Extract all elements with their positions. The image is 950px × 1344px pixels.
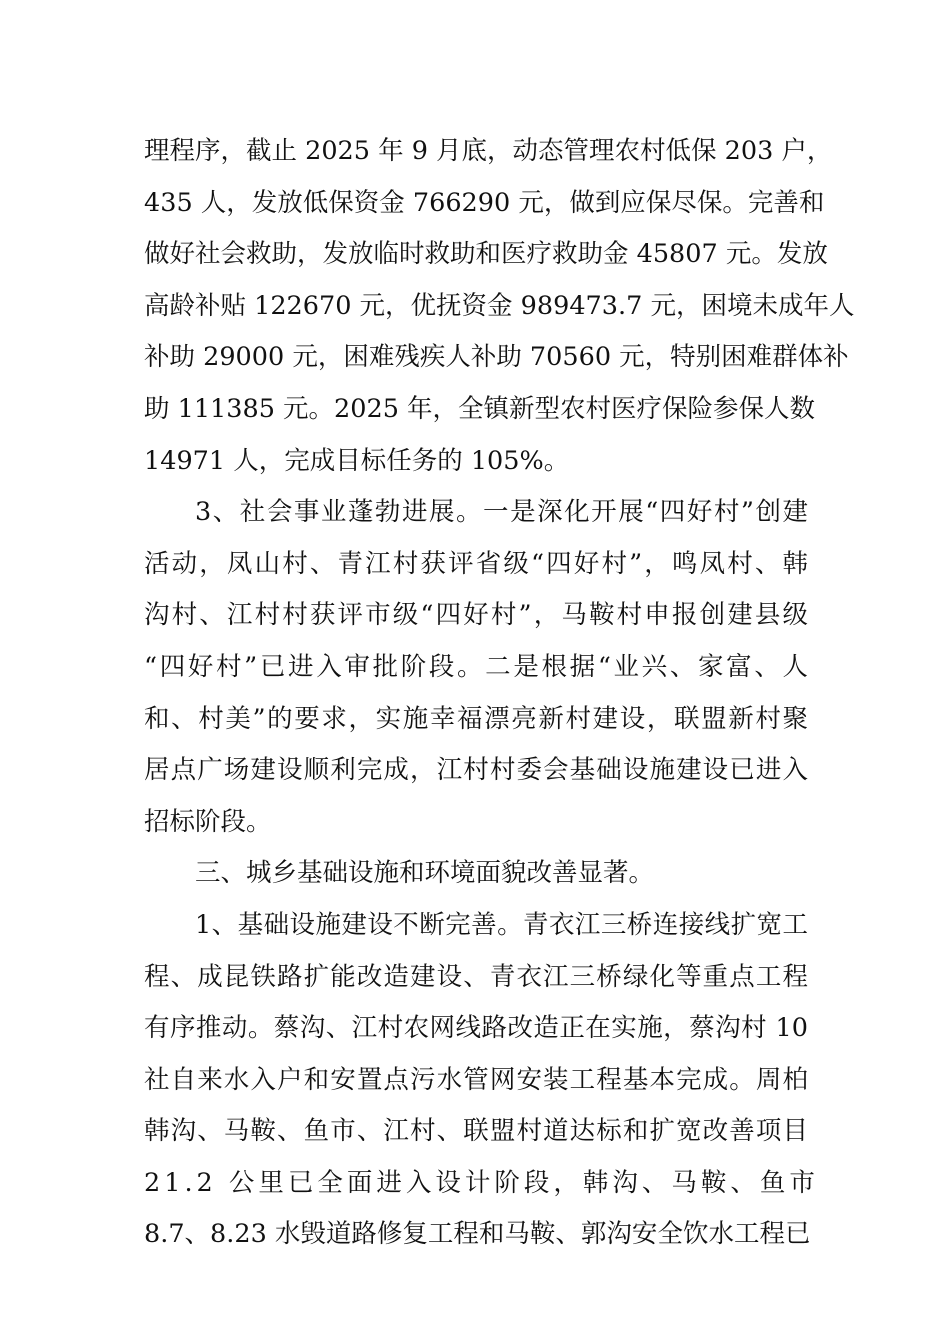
text-line: “四好村”已进入审批阶段。二是根据“业兴、家富、人 bbox=[144, 651, 808, 682]
text-line: 程、成昆铁路扩能改造建设、青衣江三桥绿化等重点工程 bbox=[144, 961, 808, 992]
text-line: 高龄补贴 122670 元，优抚资金 989473.7 元，困境未成年人 bbox=[144, 290, 855, 321]
text-line: 韩沟、马鞍、鱼市、江村、联盟村道达标和扩宽改善项目 bbox=[144, 1116, 808, 1147]
text-line: 14971 人，完成目标任务的 105%。 bbox=[144, 445, 570, 476]
document-body bbox=[144, 126, 855, 1261]
text-line: 和、村美”的要求，实施幸福漂亮新村建设，联盟新村聚 bbox=[144, 703, 808, 734]
text-line: 理程序，截止 2025 年 9 月底，动态管理农村低保 203 户， bbox=[144, 136, 833, 166]
paragraph-start-line: 1、基础设施建设不断完善。青衣江三桥连接线扩宽工 bbox=[195, 909, 808, 940]
text-line: 居点广场建设顺利完成，江村村委会基础设施建设已进入 bbox=[144, 755, 808, 786]
text-line: 活动，凤山村、青江村获评省级“四好村”，鸣凤村、韩 bbox=[144, 548, 808, 579]
text-line: 有序推动。蔡沟、江村农网线路改造正在实施，蔡沟村 10 bbox=[144, 1013, 808, 1044]
text-line: 8.7、8.23 水毁道路修复工程和马鞍、郭沟安全饮水工程已 bbox=[144, 1219, 811, 1250]
text-line: 21.2 公里已全面进入设计阶段，韩沟、马鞍、鱼市 bbox=[144, 1167, 819, 1198]
text-line: 助 111385 元。2025 年，全镇新型农村医疗保险参保人数 bbox=[144, 393, 816, 424]
text-line: 社自来水入户和安置点污水管网安装工程基本完成。周柏 bbox=[144, 1064, 808, 1095]
text-line: 435 人，发放低保资金 766290 元，做到应保尽保。完善和 bbox=[144, 187, 825, 218]
text-line: 补助 29000 元，困难残疾人补助 70560 元，特别困难群体补 bbox=[144, 342, 849, 373]
text-line: 做好社会救助，发放临时救助和医疗救助金 45807 元。发放 bbox=[144, 239, 828, 270]
text-line: 招标阶段。 bbox=[144, 806, 272, 837]
paragraph-start-line: 3、社会事业蓬勃进展。一是深化开展“四好村”创建 bbox=[195, 497, 808, 528]
text-line: 沟村、江村村获评市级“四好村”，马鞍村申报创建县级 bbox=[144, 600, 808, 631]
section-heading: 三、城乡基础设施和环境面貌改善显著。 bbox=[195, 858, 655, 889]
